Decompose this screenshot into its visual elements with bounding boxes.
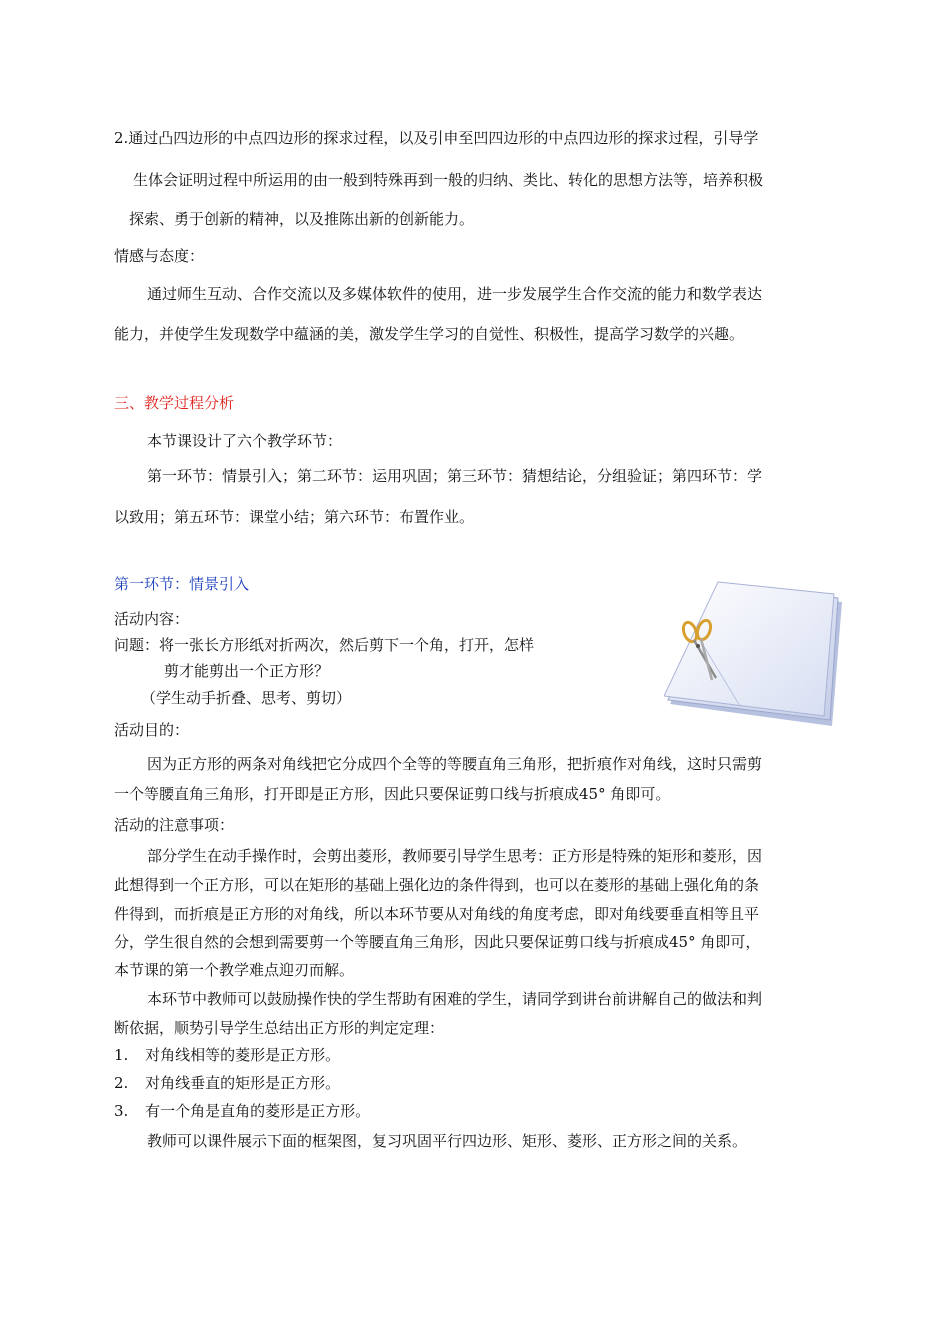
goal2-line3: 探索、勇于创新的精神，以及推陈出新的创新能力。 (129, 210, 475, 228)
activity-content-label: 活动内容： (114, 610, 190, 628)
attitude-line1: 通过师生互动、合作交流以及多媒体软件的使用，进一步发展学生合作交流的能力和数学表达 (147, 285, 763, 303)
theorem-number: 1. (114, 1046, 129, 1064)
stage1-heading: 第一环节：情景引入 (114, 575, 250, 593)
help-line1: 本环节中教师可以鼓励操作快的学生帮助有困难的学生，请同学到讲台前讲解自己的做法和判 (147, 990, 763, 1008)
theorem-number: 2. (114, 1074, 129, 1092)
attention-line2: 此想得到一个正方形，可以在矩形的基础上强化边的条件得到，也可以在菱形的基础上强化角的条 (114, 876, 760, 894)
goal2-line1: 2.通过凸四边形的中点四边形的探求过程，以及引申至凹四边形的中点四边形的探求过程，引导学 (114, 129, 759, 147)
attitude-heading: 情感与态度： (114, 247, 205, 265)
attention-line1: 部分学生在动手操作时，会剪出菱形，教师要引导学生思考：正方形是特殊的矩形和菱形，因 (147, 847, 763, 865)
attention-line5: 本节课的第一个教学难点迎刃而解。 (114, 961, 355, 979)
theorem-text: 有一个角是直角的菱形是正方形。 (145, 1102, 371, 1120)
goal2-line2: 生体会证明过程中所运用的由一般到特殊再到一般的归纳、类比、转化的思想方法等，培养积极 (133, 171, 764, 189)
question-line1: 问题：将一张长方形纸对折两次，然后剪下一个角，打开，怎样 (114, 636, 535, 654)
section3-heading: 三、教学过程分析 (114, 394, 235, 412)
purpose-line2: 一个等腰直角三角形，打开即是正方形，因此只要保证剪口线与折痕成45° 角即可。 (114, 785, 671, 803)
activity-purpose-label: 活动目的： (114, 721, 190, 739)
question-line2: 剪才能剪出一个正方形？ (164, 662, 330, 680)
section3-line1: 第一环节：情景引入；第二环节：运用巩固；第三环节：猜想结论，分组验证；第四环节：学 (147, 467, 763, 485)
section3-line2: 以致用；第五环节：课堂小结；第六环节：布置作业。 (114, 508, 475, 526)
theorem-item (114, 1045, 340, 1065)
paper-and-scissors-icon (664, 580, 848, 732)
section3-intro: 本节课设计了六个教学环节： (147, 432, 343, 450)
purpose-line1: 因为正方形的两条对角线把它分成四个全等的等腰直角三角形，把折痕作对角线，这时只需剪 (147, 755, 763, 773)
attention-line3: 件得到，而折痕是正方形的对角线，所以本环节要从对角线的角度考虑，即对角线要垂直相等且平 (114, 905, 760, 923)
theorem-number: 3. (114, 1102, 129, 1120)
attitude-line2: 能力，并使学生发现数学中蕴涵的美，激发学生学习的自觉性、积极性，提高学习数学的兴趣。 (114, 325, 745, 343)
attention-label: 活动的注意事项： (114, 816, 235, 834)
theorem-text: 对角线垂直的矩形是正方形。 (145, 1074, 341, 1092)
question-note: （学生动手折叠、思考、剪切） (141, 689, 352, 707)
attention-line4: 分，学生很自然的会想到需要剪一个等腰直角三角形，因此只要保证剪口线与折痕成45° 角即可， (114, 933, 761, 951)
help-line2: 断依据，顺势引导学生总结出正方形的判定定理： (114, 1019, 445, 1037)
theorem-item (114, 1101, 370, 1121)
closing-paragraph: 教师可以课件展示下面的框架图，复习巩固平行四边形、矩形、菱形、正方形之间的关系。 (147, 1132, 748, 1150)
theorem-item (114, 1073, 340, 1093)
theorem-text: 对角线相等的菱形是正方形。 (145, 1046, 341, 1064)
